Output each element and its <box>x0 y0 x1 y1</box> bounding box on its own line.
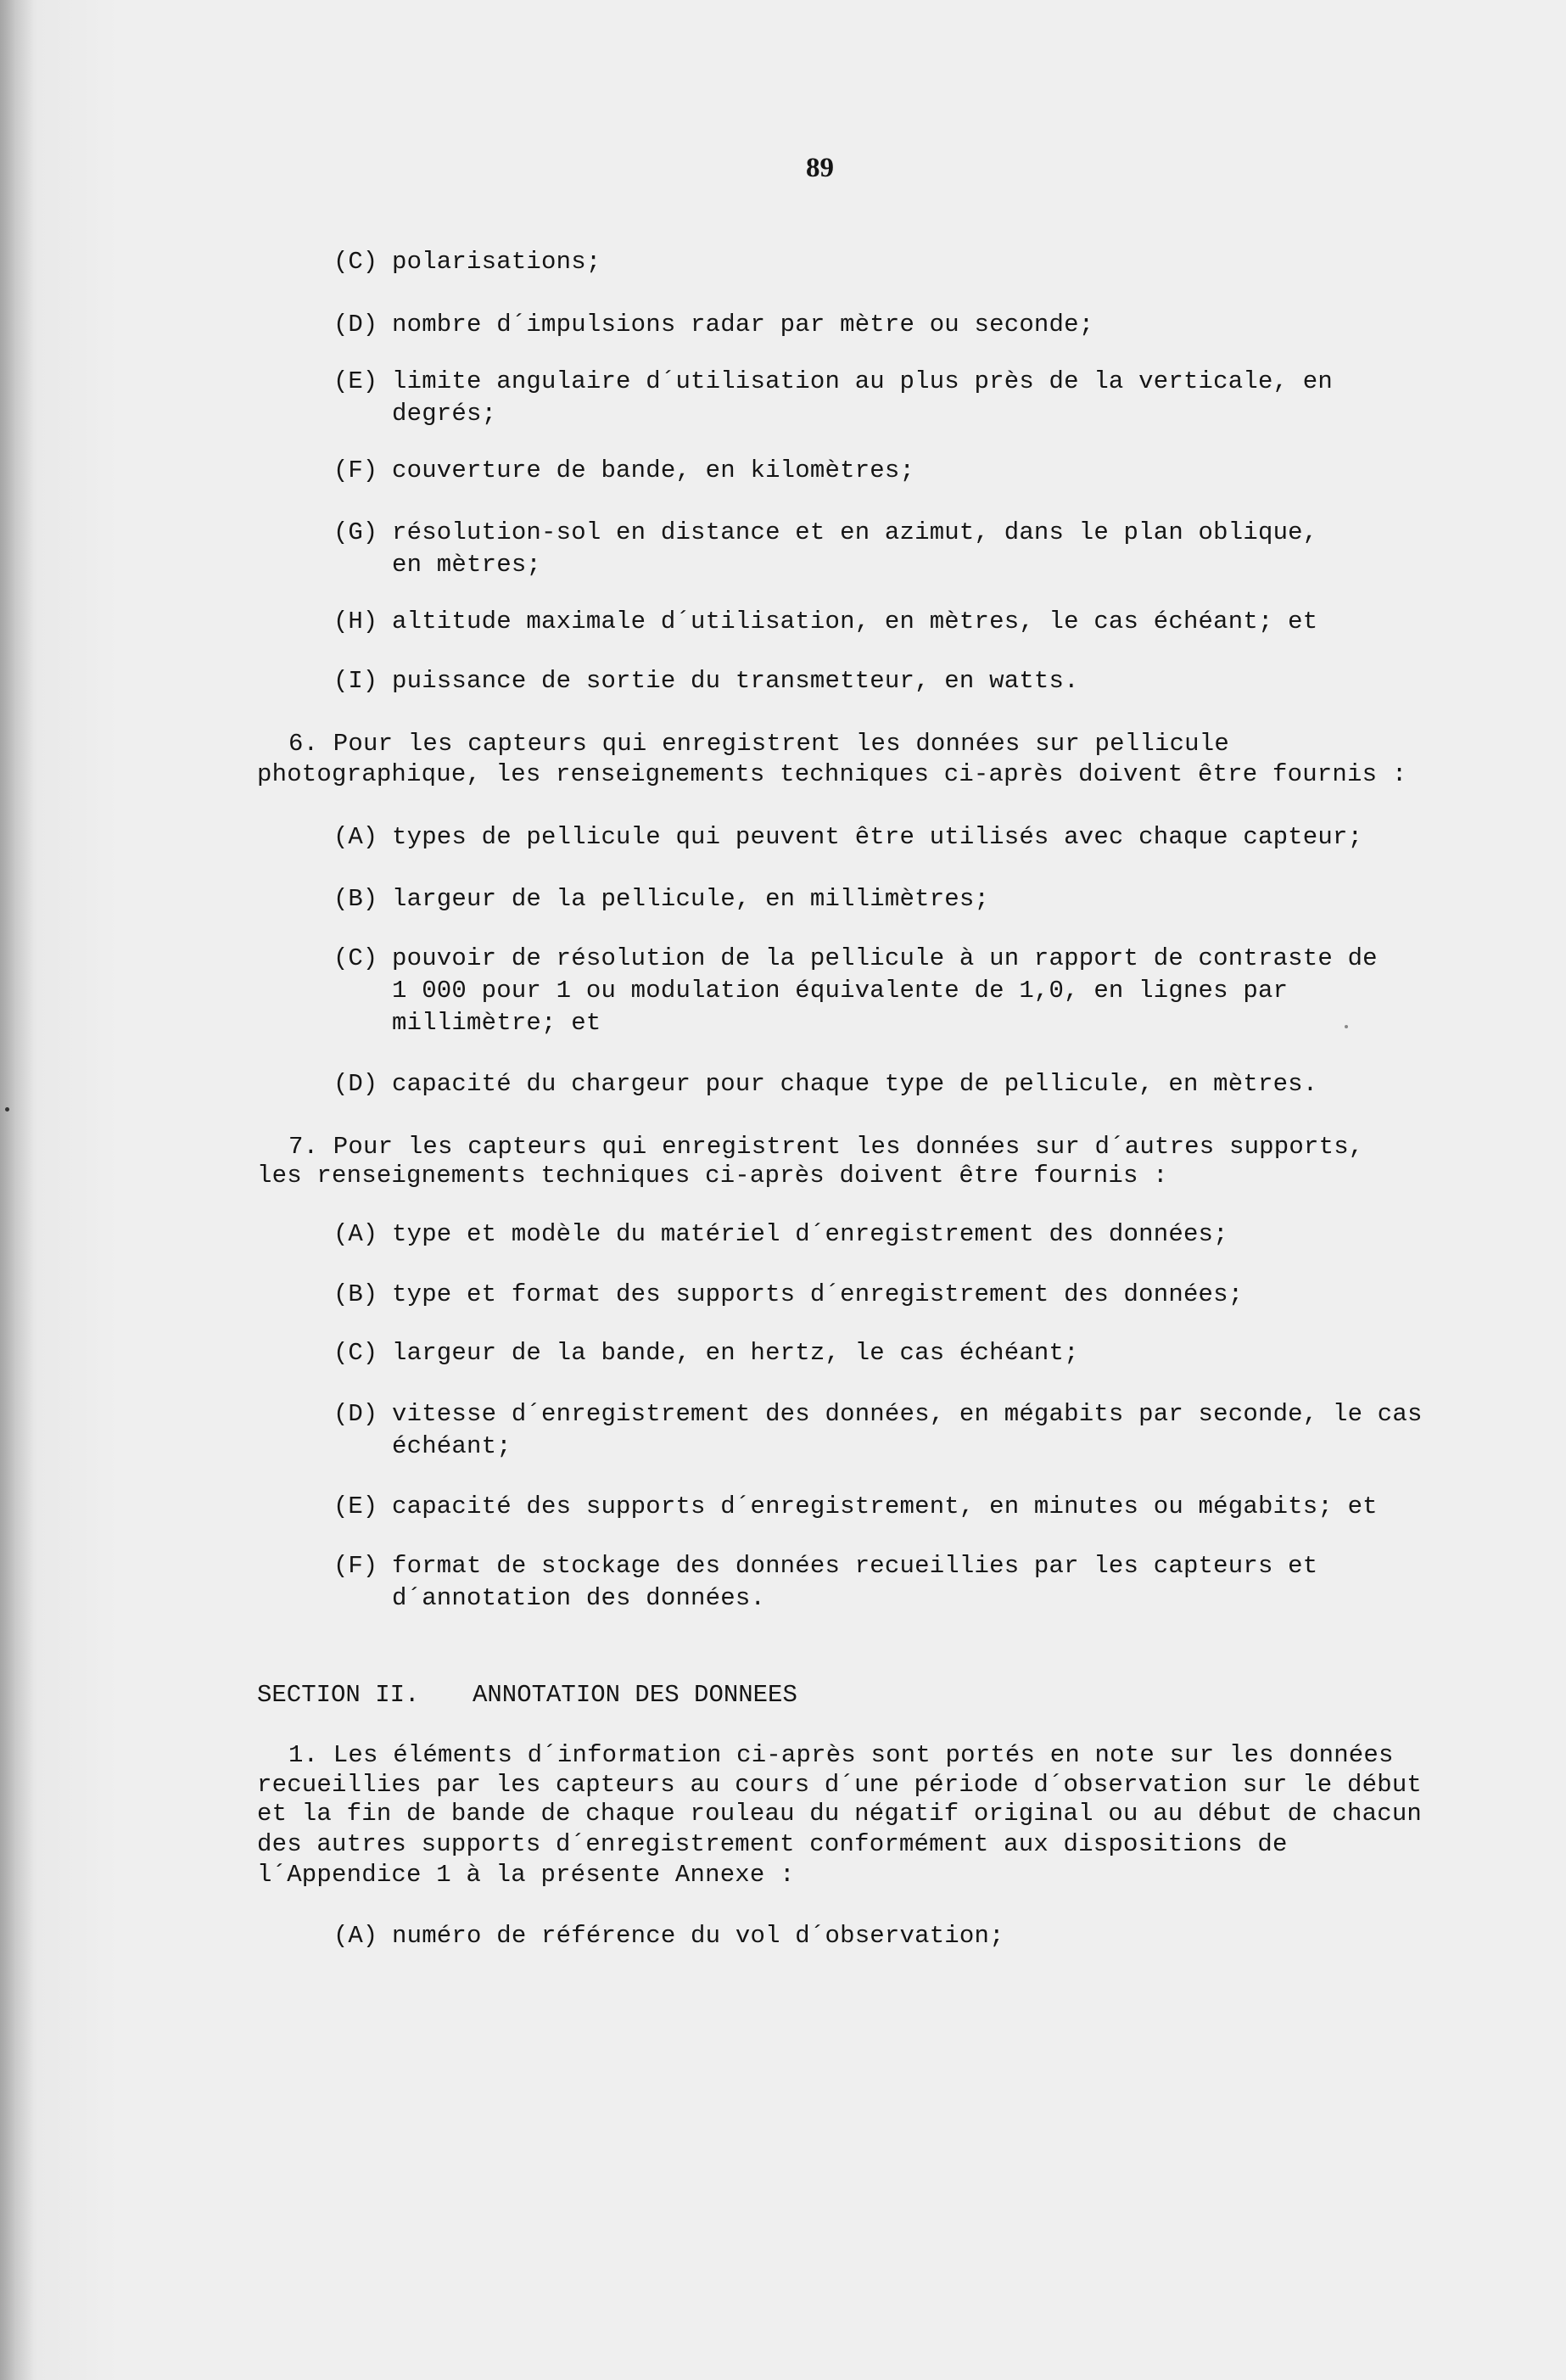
section-title: ANNOTATION DES DONNEES <box>473 1681 797 1709</box>
list-item-label: (A) <box>333 1220 378 1248</box>
list-item-label: (B) <box>333 1280 378 1308</box>
section-number: SECTION II. <box>257 1681 420 1709</box>
list-item-text: vitesse d´enregistrement des données, en mégabits par seconde, le cas <box>392 1400 1423 1428</box>
list-item-label: (D) <box>333 1400 378 1428</box>
paragraph-text: des autres supports d´enregistrement conformément aux dispositions de <box>257 1830 1288 1858</box>
list-item-label: (D) <box>333 1070 378 1098</box>
paragraph-text: les renseignements techniques ci-après doivent être fournis : <box>257 1162 1168 1190</box>
list-item-text: degrés; <box>392 400 497 428</box>
list-item-text: altitude maximale d´utilisation, en mètres, le cas échéant; et <box>392 608 1318 636</box>
list-item-label: (H) <box>333 608 378 636</box>
list-item-text: numéro de référence du vol d´observation; <box>392 1922 1004 1950</box>
paragraph-text: photographique, les renseignements techniques ci-après doivent être fournis : <box>257 760 1407 788</box>
list-item-text: type et format des supports d´enregistrement des données; <box>392 1280 1244 1308</box>
list-item-text: échéant; <box>392 1432 512 1460</box>
binding-shadow <box>0 0 34 2380</box>
list-item-text: puissance de sortie du transmetteur, en watts. <box>392 667 1079 695</box>
scan-speck <box>1345 1025 1348 1028</box>
list-item-text: résolution-sol en distance et en azimut, dans le plan oblique, <box>392 518 1318 546</box>
list-item-label: (C) <box>333 248 378 276</box>
list-item-label: (C) <box>333 1339 378 1367</box>
list-item-label: (A) <box>333 823 378 851</box>
list-item-label: (E) <box>333 1492 378 1520</box>
list-item-label: (F) <box>333 1552 378 1580</box>
list-item-label: (I) <box>333 667 378 695</box>
paragraph-text: 1. Les éléments d´information ci-après sont portés en note sur les données <box>288 1741 1394 1769</box>
list-item-label: (G) <box>333 518 378 546</box>
paragraph-text: et la fin de bande de chaque rouleau du négatif original ou au début de chacun <box>257 1800 1423 1828</box>
paragraph-text: 6. Pour les capteurs qui enregistrent les données sur pellicule <box>288 730 1229 758</box>
list-item-text: largeur de la pellicule, en millimètres; <box>392 885 990 913</box>
paragraph-text: l´Appendice 1 à la présente Annexe : <box>257 1861 795 1889</box>
list-item-text: capacité des supports d´enregistrement, en minutes ou mégabits; et <box>392 1492 1378 1520</box>
scan-speck <box>5 1107 9 1112</box>
list-item-text: nombre d´impulsions radar par mètre ou seconde; <box>392 311 1094 339</box>
page-number: 89 <box>806 153 834 183</box>
paragraph-text: recueillies par les capteurs au cours d´une période d´observation sur le début <box>257 1771 1423 1799</box>
list-item-label: (D) <box>333 311 378 339</box>
list-item-text: type et modèle du matériel d´enregistrement des données; <box>392 1220 1228 1248</box>
paragraph-text: 7. Pour les capteurs qui enregistrent les données sur d´autres supports, <box>288 1133 1364 1161</box>
list-item-text: format de stockage des données recueillies par les capteurs et <box>392 1552 1318 1580</box>
list-item-text: polarisations; <box>392 248 601 276</box>
list-item-text: capacité du chargeur pour chaque type de pellicule, en mètres. <box>392 1070 1318 1098</box>
list-item-text: millimètre; et <box>392 1009 601 1037</box>
list-item-text: 1 000 pour 1 ou modulation équivalente de 1,0, en lignes par <box>392 977 1289 1005</box>
list-item-text: types de pellicule qui peuvent être utilisés avec chaque capteur; <box>392 823 1363 851</box>
list-item-text: couverture de bande, en kilomètres; <box>392 456 915 484</box>
list-item-text: largeur de la bande, en hertz, le cas échéant; <box>392 1339 1079 1367</box>
list-item-text: limite angulaire d´utilisation au plus près de la verticale, en <box>392 367 1333 395</box>
list-item-label: (C) <box>333 944 378 972</box>
list-item-label: (A) <box>333 1922 378 1950</box>
list-item-text: en mètres; <box>392 551 542 579</box>
list-item-text: d´annotation des données. <box>392 1584 766 1612</box>
list-item-label: (B) <box>333 885 378 913</box>
list-item-label: (F) <box>333 456 378 484</box>
list-item-text: pouvoir de résolution de la pellicule à un rapport de contraste de <box>392 944 1378 972</box>
list-item-label: (E) <box>333 367 378 395</box>
